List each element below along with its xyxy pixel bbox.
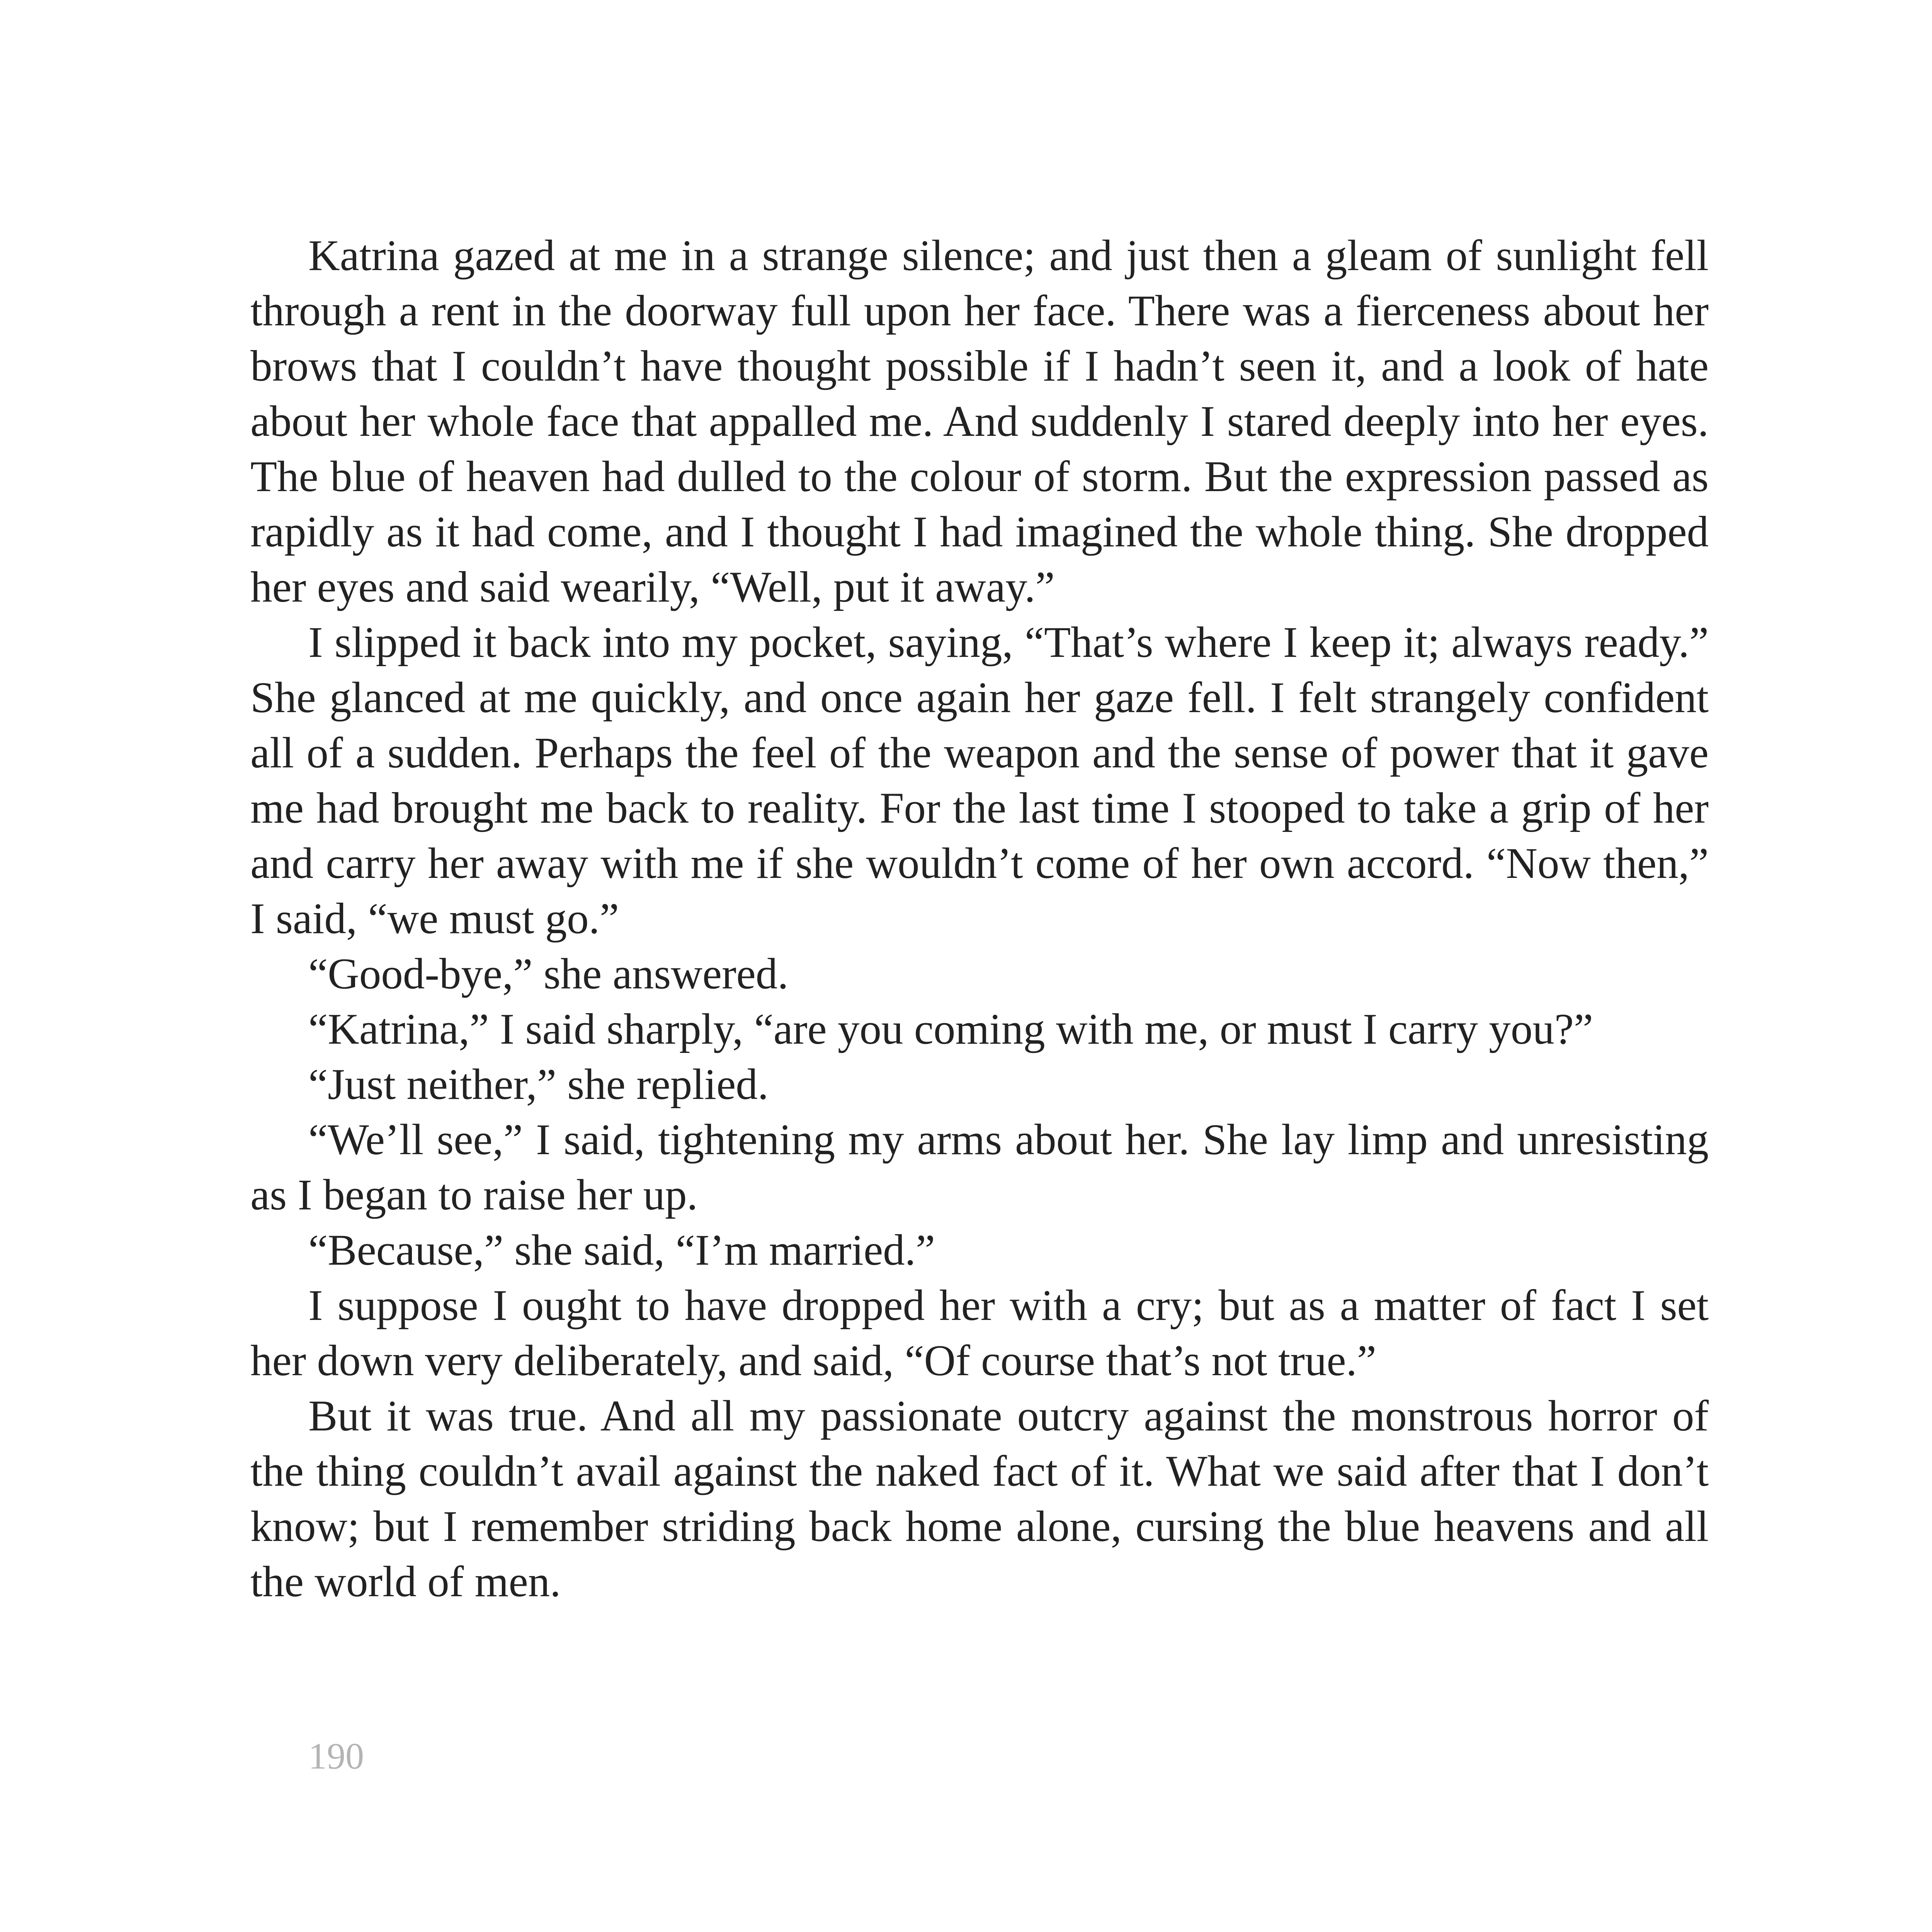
paragraph-9: But it was true. And all my passionate outcry against the monstrous horror of the thing couldn’t avail against the naked fact of it. What we said after that I don’t know; but I remember striding back home alone, cursing the blue heavens and all the world of men. — [250, 1392, 1709, 1606]
paragraph-5: “Just neither,” she replied. — [308, 1060, 769, 1109]
page-number: 190 — [308, 1735, 364, 1777]
body-text — [250, 228, 1709, 1609]
paragraph-2: I slipped it back into my pocket, saying, “That’s where I keep it; always ready.” She glanced at me quickly, and once again her gaze fell. I felt strangely confident all of a sudden. Perhaps the feel of the weapon and the sense of power that it gave me had brought me back to reality. For the last time I stooped to take a grip of her and carry her away with me if she wouldn’t come of her own accord. “Now then,” I said, “we must go.” — [250, 618, 1709, 943]
paragraph-1: Katrina gazed at me in a strange silence; and just then a gleam of sunlight fell through a rent in the doorway full upon her face. There was a fierceness about her brows that I couldn’t have thought possible if I hadn’t seen it, and a look of hate about her whole face that appalled me. And suddenly I stared deeply into her eyes. The blue of heaven had dulled to the colour of storm. But the expression passed as rapidly as it had come, and I thought I had imagined the whole thing. She dropped her eyes and said wearily, “Well, put it away.” — [250, 231, 1709, 611]
paragraph-8: I suppose I ought to have dropped her with a cry; but as a matter of fact I set her down very deliberately, and said, “Of course that’s not true.” — [250, 1281, 1709, 1385]
paragraph-3: “Good-bye,” she answered. — [308, 950, 789, 998]
paragraph-7: “Because,” she said, “I’m married.” — [308, 1226, 935, 1274]
paragraph-4: “Katrina,” I said sharply, “are you coming with me, or must I carry you?” — [308, 1005, 1594, 1053]
paragraph-6: “We’ll see,” I said, tightening my arms about her. She lay limp and unresisting as I began to raise her up. — [250, 1116, 1709, 1219]
